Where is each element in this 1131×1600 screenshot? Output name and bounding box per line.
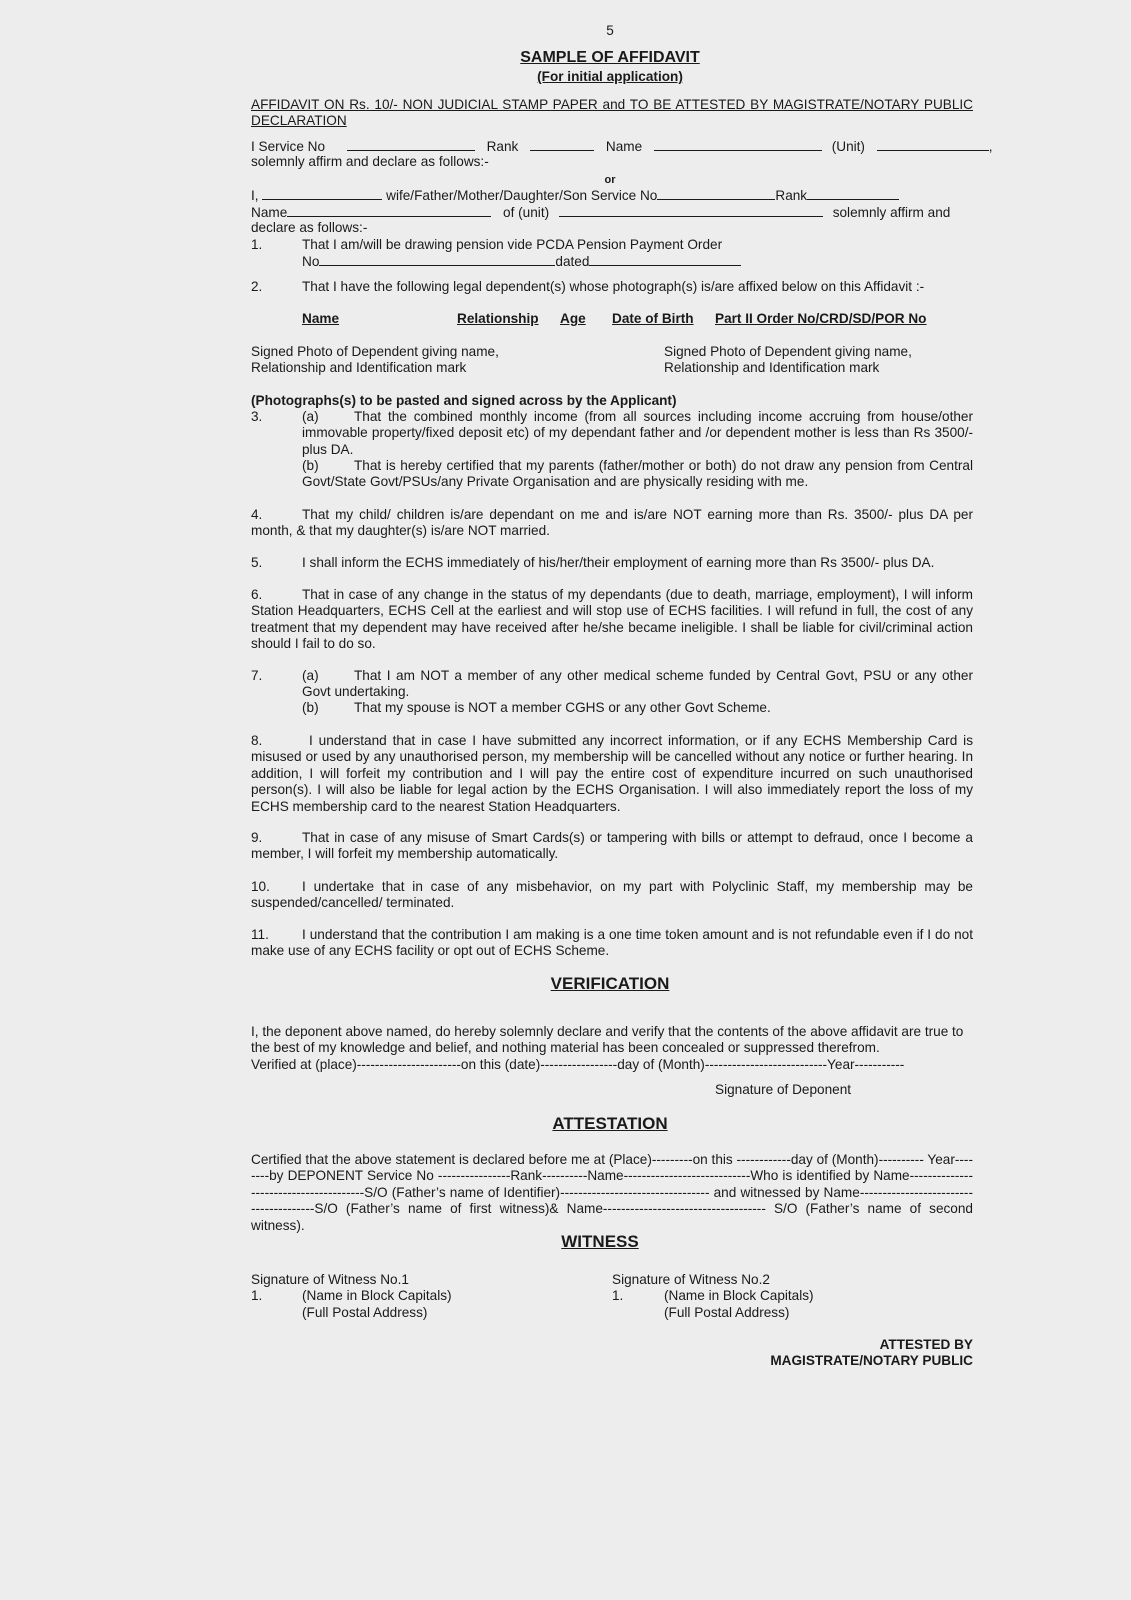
attestation-text: Certified that the above statement is declared before me at (Place)---------on this ------------day of (Month)---------- Year--------by DEPONENT Service No ----------------Rank----------Name----------------------------Who is identified by Name---------------------------------------S/O (Father’s name of Identifier)--------------------------------- and witnessed by Name---------------------------------------S/O (Father’s name of first witness)& Name------------------------------------ S/O (Father’s name of second witness). <box>251 1152 973 1233</box>
verification-heading: VERIFICATION <box>550 974 670 993</box>
unit-field[interactable] <box>877 138 989 151</box>
item9-text: That in case of any misuse of Smart Cards(s) or tampering with bills or attempt to defraud, once I become a member, I will forfeit my membership automatically. <box>251 830 973 862</box>
witness2-number: 1. <box>612 1288 624 1303</box>
deponent-signature: Signature of Deponent <box>715 1082 852 1097</box>
name-field[interactable] <box>654 138 822 151</box>
col-header-order-no: Part II Order No/CRD/SD/POR No <box>715 311 927 326</box>
item8-text: I understand that in case I have submitted any incorrect information, or if any ECHS Membership Card is misused or used by any unauthorised person, my membership will be cancelled without any notice or further hearing. In addition, I will forfeit my contribution and I will pay the entire cost of expenditure incurred on such unauthorised person(s). I will also be liable for legal action by the ECHS Organisation. I will also immediately report the loss of my ECHS membership card to the nearest Station Headquarters. <box>251 733 973 814</box>
witness1-title: Signature of Witness No.1 <box>251 1272 409 1287</box>
affirm-text: solemnly affirm and declare as follows:- <box>251 154 489 169</box>
name-label: Name <box>605 139 643 154</box>
col-header-name: Name <box>302 311 340 326</box>
intro-line-1 <box>251 138 993 155</box>
item1-text: That I am/will be drawing pension vide PCDA Pension Payment Order <box>302 237 723 252</box>
attestation-heading: ATTESTATION <box>552 1114 668 1133</box>
item9-number: 9. <box>251 830 263 845</box>
witness-heading: WITNESS <box>561 1232 639 1251</box>
rank-label: Rank <box>486 139 519 154</box>
service-no-label: I Service No <box>251 139 326 154</box>
item3-a-text: That the combined monthly income (from all sources including income accruing from house/other immovable property/fixed deposit etc) of my dependant father and /or dependent mother is less than Rs 3500/- plus DA. <box>302 409 973 457</box>
witness2-title: Signature of Witness No.2 <box>612 1272 770 1287</box>
witness1-address: (Full Postal Address) <box>302 1305 428 1320</box>
item4-text: That my child/ children is/are dependant on me and is/are NOT earning more than Rs. 3500/- plus DA per month, & that my daughter(s) is/are NOT married. <box>251 507 973 539</box>
rank2-label: Rank <box>775 188 808 203</box>
or-separator: or <box>604 174 616 186</box>
item3-b-label: (b) <box>302 458 319 473</box>
item2-number: 2. <box>251 279 263 294</box>
item7-b-label: (b) <box>302 700 319 715</box>
name2-field[interactable] <box>287 204 491 217</box>
item6-text: That in case of any change in the status of my dependants (due to death, marriage, employment), I will inform Station Headquarters, ECHS Cell at the earliest and will stop use of ECHS facilities. I will refund in full, the cost of any treatment that my dependent may have received after he/she became ineligible. I shall be liable for civil/criminal action should I fail to do so. <box>251 587 973 652</box>
item8-number: 8. <box>251 733 263 748</box>
relation-service-field[interactable] <box>657 187 775 200</box>
item3-a-label: (a) <box>302 409 319 424</box>
item7-number: 7. <box>251 668 263 683</box>
stamp-paper-note: AFFIDAVIT ON Rs. 10/- NON JUDICIAL STAMP PAPER and TO BE ATTESTED BY MAGISTRATE/NOTARY PUBLIC DECLARATION <box>251 97 973 129</box>
i-label: I, <box>251 188 259 203</box>
ppo-no-label: No <box>302 254 320 269</box>
intro-line-2 <box>251 187 899 204</box>
dependent-name-field[interactable] <box>262 187 382 200</box>
photo-left-line1: Signed Photo of Dependent giving name, <box>251 344 499 359</box>
item2-text: That I have the following legal dependent(s) whose photograph(s) is/are affixed below on this Affidavit :- <box>302 279 925 294</box>
item7-a-label: (a) <box>302 668 319 683</box>
item11-number: 11. <box>251 927 269 942</box>
page-title: SAMPLE OF AFFIDAVIT <box>520 49 700 66</box>
verified-at-line: Verified at (place)-----------------------on this (date)-----------------day of (Month)---------------------------Year----------- <box>251 1057 905 1072</box>
dated-label: dated <box>555 254 590 269</box>
relation-service-label: wife/Father/Mother/Daughter/Son Service No <box>386 188 658 203</box>
verification-text: I, the deponent above named, do hereby solemnly declare and verify that the contents of the above affidavit are true to the best of my knowledge and belief, and nothing material has been concealed or suppressed therefrom. <box>251 1024 964 1056</box>
item7-a-text: That I am NOT a member of any other medical scheme funded by Central Govt, PSU or any other Govt undertaking. <box>302 668 973 700</box>
photos-note: (Photographs(s) to be pasted and signed across by the Applicant) <box>251 393 677 408</box>
witness2-address: (Full Postal Address) <box>664 1305 790 1320</box>
item5-text: I shall inform the ECHS immediately of his/her/their employment of earning more than Rs 3500/- plus DA. <box>302 555 935 570</box>
ppo-no-field[interactable] <box>319 253 555 266</box>
item5-number: 5. <box>251 555 263 570</box>
attested-by-line1: ATTESTED BY <box>879 1337 973 1352</box>
declare-text: declare as follows:- <box>251 220 368 235</box>
unit-label: (Unit) <box>831 139 865 154</box>
item3-number: 3. <box>251 409 263 424</box>
photo-right-line1: Signed Photo of Dependent giving name, <box>664 344 912 359</box>
service-no-field[interactable] <box>347 138 475 151</box>
rank2-field[interactable] <box>807 187 899 200</box>
name2-label: Name <box>251 205 288 220</box>
witness1-name: (Name in Block Capitals) <box>302 1288 452 1303</box>
page-number: 5 <box>606 23 614 38</box>
col-header-dob: Date of Birth <box>612 311 694 326</box>
page-subtitle: (For initial application) <box>537 69 683 84</box>
unit2-field[interactable] <box>559 204 823 217</box>
col-header-relationship: Relationship <box>457 311 539 326</box>
witness2-name: (Name in Block Capitals) <box>664 1288 814 1303</box>
item7-b-text: That my spouse is NOT a member CGHS or any other Govt Scheme. <box>354 700 771 715</box>
dated-field[interactable] <box>589 253 741 266</box>
solemnly-label: solemnly affirm and <box>832 205 951 220</box>
rank-field[interactable] <box>530 138 594 151</box>
item11-text: I understand that the contribution I am making is a one time token amount and is not refundable even if I do not make use of any ECHS facility or opt out of ECHS Scheme. <box>251 927 973 959</box>
item6-number: 6. <box>251 587 263 602</box>
comma: , <box>988 139 993 154</box>
photo-left-line2: Relationship and Identification mark <box>251 360 467 375</box>
item10-text: I undertake that in case of any misbehavior, on my part with Polyclinic Staff, my membership may be suspended/cancelled/ terminated. <box>251 879 973 911</box>
item1-number: 1. <box>251 237 263 252</box>
item3-b-text: That is hereby certified that my parents (father/mother or both) do not draw any pension from Central Govt/State Govt/PSUs/any Private Organisation and are physically residing with me. <box>302 458 973 490</box>
attested-by-line2: MAGISTRATE/NOTARY PUBLIC <box>770 1353 973 1368</box>
item10-number: 10. <box>251 879 270 894</box>
intro-line-3 <box>251 204 973 221</box>
item4-number: 4. <box>251 507 263 522</box>
item1-fields <box>302 253 741 270</box>
witness1-number: 1. <box>251 1288 263 1303</box>
photo-right-line2: Relationship and Identification mark <box>664 360 880 375</box>
col-header-age: Age <box>560 311 586 326</box>
of-unit-label: of (unit) <box>503 205 550 220</box>
